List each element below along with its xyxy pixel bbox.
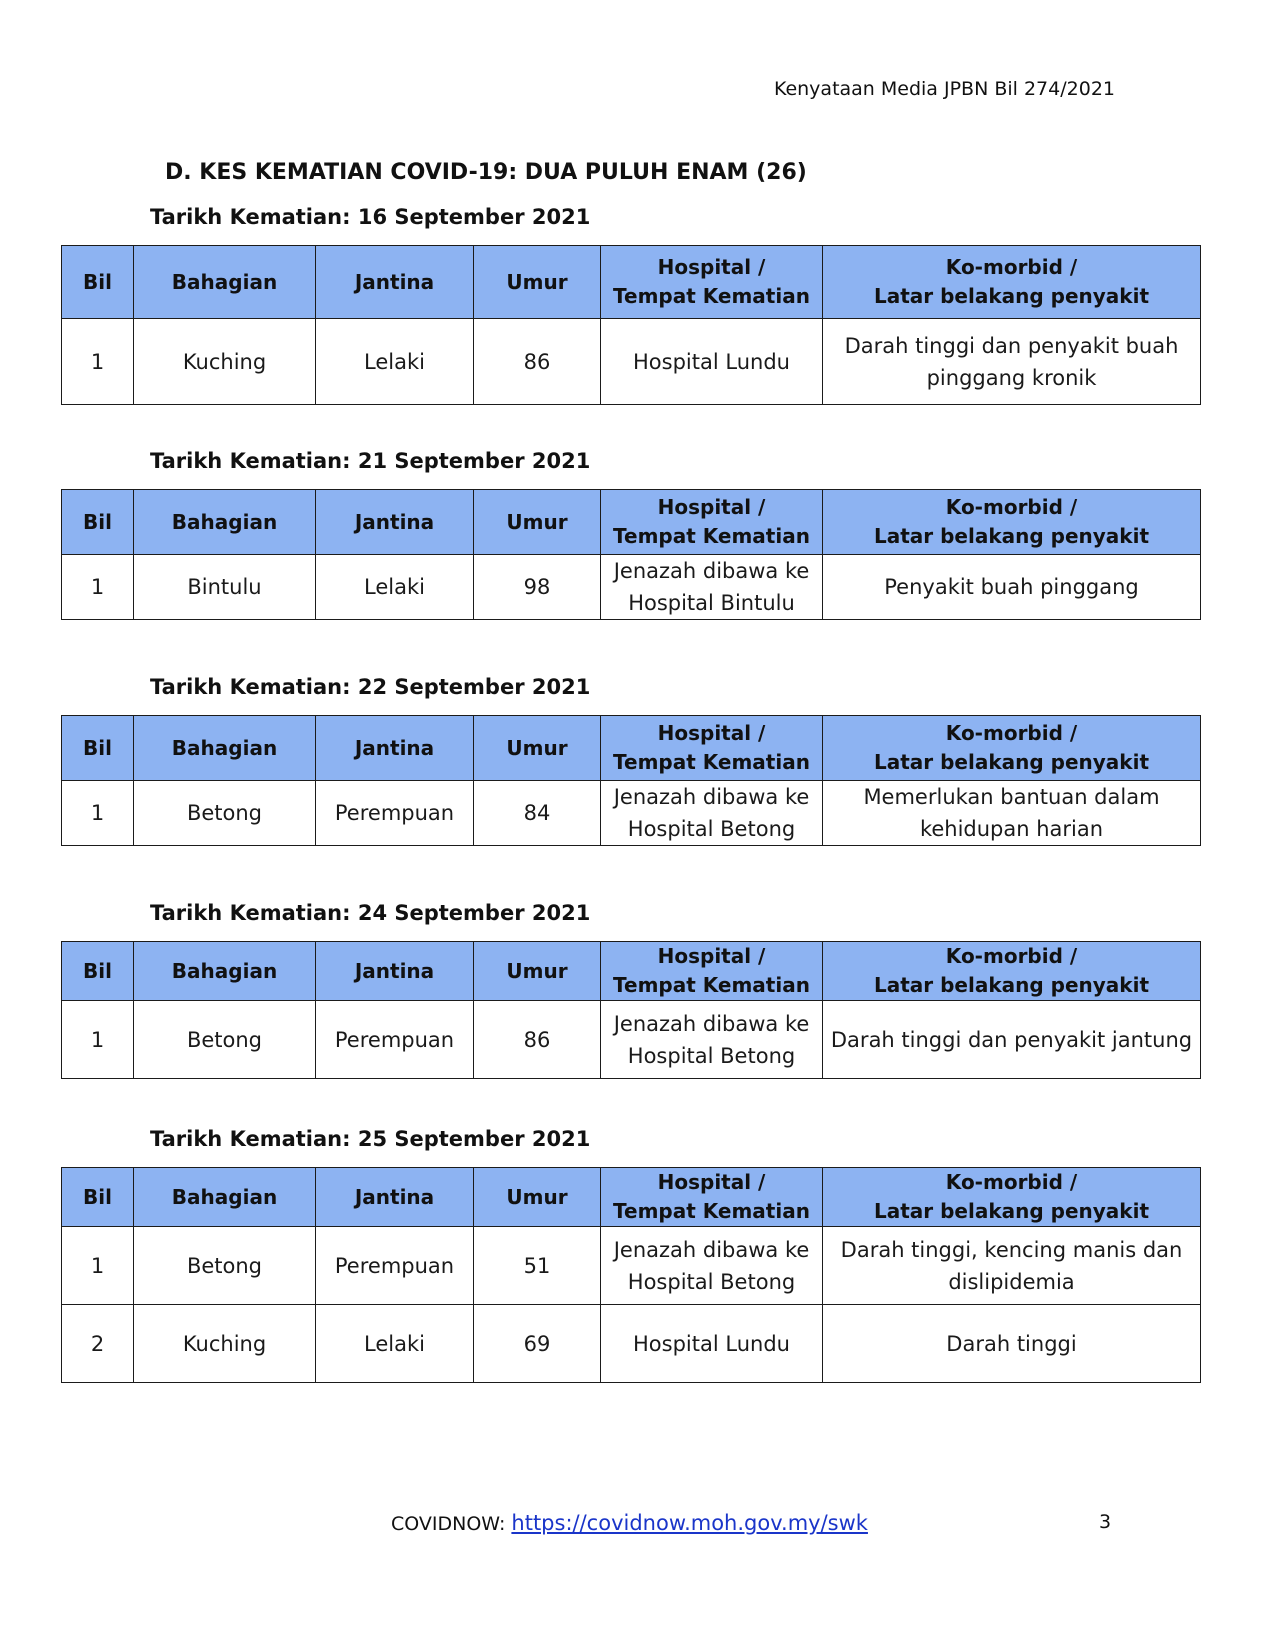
date-heading: Tarikh Kematian: 21 September 2021 [150,449,591,473]
cell-hospital: Jenazah dibawa ke Hospital Bintulu [601,555,823,620]
column-header-bil: Bil [62,716,134,781]
column-header-hospital [601,942,823,1001]
table-row [62,1227,1201,1305]
death-cases-table [61,941,1201,1079]
cell-umur: 84 [474,781,601,846]
cell-bil: 1 [62,1001,134,1079]
column-header-umur: Umur [474,716,601,781]
cell-jantina: Perempuan [316,1001,474,1079]
document-reference: Kenyataan Media JPBN Bil 274/2021 [773,78,1115,100]
footer [391,1511,868,1535]
table-header-row [62,1168,1201,1227]
header-line: Latar belakang penyakit [873,750,1150,774]
cell-umur: 98 [474,555,601,620]
column-header-jantina: Jantina [316,246,474,319]
death-cases-table [61,245,1201,405]
column-header-bahagian: Bahagian [134,942,316,1001]
column-header-hospital [601,246,823,319]
header-line: Ko-morbid / [945,255,1078,279]
table-header-row [62,942,1201,1001]
table-row [62,555,1201,620]
header-line: Hospital / [657,721,766,745]
cell-umur: 86 [474,319,601,405]
cell-jantina: Perempuan [316,1227,474,1305]
section-title: D. KES KEMATIAN COVID-19: DUA PULUH ENAM (26) [165,160,807,185]
header-line: Latar belakang penyakit [873,973,1150,997]
column-header-hospital [601,490,823,555]
column-header-bahagian: Bahagian [134,716,316,781]
date-heading: Tarikh Kematian: 24 September 2021 [150,901,591,925]
death-cases-table [61,1167,1201,1383]
cell-bil: 1 [62,781,134,846]
column-header-komorbid [823,1168,1201,1227]
column-header-komorbid [823,490,1201,555]
column-header-bil: Bil [62,246,134,319]
table-row [62,319,1201,405]
covidnow-link[interactable]: https://covidnow.moh.gov.my/swk [511,1511,868,1535]
header-line: Hospital / [657,1170,766,1194]
table-header-row [62,490,1201,555]
cell-komorbid: Memerlukan bantuan dalam kehidupan harian [823,781,1201,846]
cell-komorbid: Darah tinggi dan penyakit buah pinggang kronik [823,319,1201,405]
column-header-jantina: Jantina [316,716,474,781]
cell-komorbid: Darah tinggi [823,1305,1201,1383]
cell-bil: 1 [62,319,134,405]
column-header-bil: Bil [62,1168,134,1227]
cell-bil: 1 [62,555,134,620]
column-header-komorbid [823,246,1201,319]
cell-jantina: Lelaki [316,1305,474,1383]
page-number: 3 [1099,1511,1112,1533]
cell-komorbid: Penyakit buah pinggang [823,555,1201,620]
column-header-bahagian: Bahagian [134,1168,316,1227]
header-line: Latar belakang penyakit [873,284,1150,308]
column-header-jantina: Jantina [316,490,474,555]
column-header-hospital [601,716,823,781]
date-heading: Tarikh Kematian: 25 September 2021 [150,1127,591,1151]
column-header-hospital [601,1168,823,1227]
table-header-row [62,246,1201,319]
header-line: Latar belakang penyakit [873,1199,1150,1223]
column-header-jantina: Jantina [316,1168,474,1227]
date-heading: Tarikh Kematian: 16 September 2021 [150,205,591,229]
cell-hospital: Jenazah dibawa ke Hospital Betong [601,1001,823,1079]
header-line: Hospital / [657,255,766,279]
cell-bahagian: Kuching [134,1305,316,1383]
table-row [62,781,1201,846]
column-header-bahagian: Bahagian [134,246,316,319]
column-header-umur: Umur [474,490,601,555]
column-header-jantina: Jantina [316,942,474,1001]
death-cases-table [61,715,1201,846]
cell-bil: 2 [62,1305,134,1383]
cell-bahagian: Bintulu [134,555,316,620]
cell-umur: 51 [474,1227,601,1305]
table-header-row [62,716,1201,781]
header-line: Ko-morbid / [945,721,1078,745]
column-header-komorbid [823,716,1201,781]
column-header-umur: Umur [474,1168,601,1227]
header-line: Tempat Kematian [613,750,810,774]
cell-jantina: Lelaki [316,555,474,620]
cell-hospital: Hospital Lundu [601,1305,823,1383]
cell-hospital: Jenazah dibawa ke Hospital Betong [601,781,823,846]
table-row [62,1305,1201,1383]
cell-komorbid: Darah tinggi, kencing manis dan dislipidemia [823,1227,1201,1305]
cell-komorbid: Darah tinggi dan penyakit jantung [823,1001,1201,1079]
header-line: Tempat Kematian [613,1199,810,1223]
cell-bahagian: Betong [134,781,316,846]
table-row [62,1001,1201,1079]
cell-jantina: Perempuan [316,781,474,846]
column-header-bil: Bil [62,490,134,555]
header-line: Ko-morbid / [945,495,1078,519]
header-line: Hospital / [657,495,766,519]
header-line: Tempat Kematian [613,284,810,308]
cell-bahagian: Betong [134,1001,316,1079]
cell-bil: 1 [62,1227,134,1305]
footer-label: COVIDNOW: [391,1513,512,1535]
cell-jantina: Lelaki [316,319,474,405]
column-header-bil: Bil [62,942,134,1001]
header-line: Latar belakang penyakit [873,524,1150,548]
header-line: Tempat Kematian [613,524,810,548]
cell-hospital: Jenazah dibawa ke Hospital Betong [601,1227,823,1305]
column-header-umur: Umur [474,942,601,1001]
header-line: Hospital / [657,944,766,968]
cell-umur: 86 [474,1001,601,1079]
header-line: Tempat Kematian [613,973,810,997]
cell-bahagian: Betong [134,1227,316,1305]
header-line: Ko-morbid / [945,944,1078,968]
column-header-komorbid [823,942,1201,1001]
column-header-umur: Umur [474,246,601,319]
death-cases-table [61,489,1201,620]
header-line: Ko-morbid / [945,1170,1078,1194]
date-heading: Tarikh Kematian: 22 September 2021 [150,675,591,699]
cell-umur: 69 [474,1305,601,1383]
column-header-bahagian: Bahagian [134,490,316,555]
cell-bahagian: Kuching [134,319,316,405]
cell-hospital: Hospital Lundu [601,319,823,405]
